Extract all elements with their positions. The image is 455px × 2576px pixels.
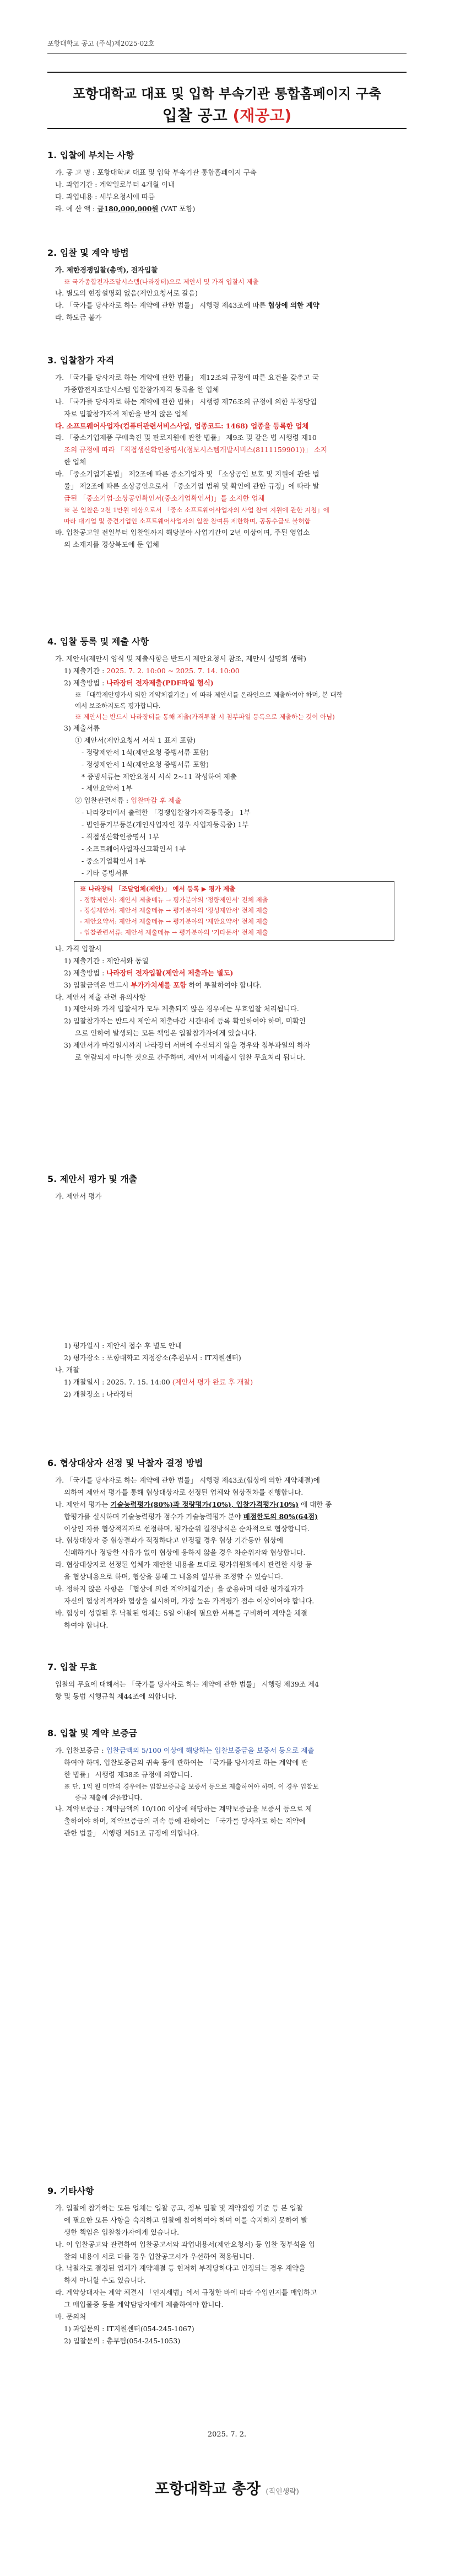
budget-label: 라. 예 산 액 : [55, 204, 95, 213]
text-span: 에 대한 종 [301, 1500, 332, 1509]
note-line: ※ 「대학제안평가서 의한 계약체결기준」에 따라 제안서를 온라인으로 제출하여야 하며, 본 대학 [75, 690, 343, 699]
item-line: 가. 제안서 평가 [55, 1192, 102, 1200]
box-line: - 제안요약서: 제안서 제출메뉴 → 평가분야의 '제안요약서' 전체 제출 [80, 917, 268, 926]
item-line [47, 1745, 411, 1757]
list-item: - 직접생산확인증명서 1부 [82, 832, 159, 841]
list-item: - 법인등기부등본(개인사업자인 경우 사업자등록증) 1부 [82, 820, 249, 829]
text-span: 합평가를 실시하며 기술능력평가 점수가 기술능력평가 분야 [64, 1512, 241, 1521]
item-line: 을 협상내용으로 하며, 협상을 통해 그 내용의 일부를 조정할 수 있습니다. [64, 1573, 283, 1581]
item-line: 한 업체 [64, 458, 86, 466]
item-line: 바. 협상이 성립된 후 낙찰된 업체는 5일 이내에 필요한 서류를 구비하여 계약을 체결 [55, 1608, 308, 1617]
item-line: 입찰의 무효에 대해서는 「국가를 당사자로 하는 계약에 관한 법률」 시행령 제39조 제4 [55, 1680, 319, 1688]
item-line: 하여야 합니다. [64, 1620, 109, 1629]
item-line: 자로 입찰참가자격 제한을 받지 않은 업체 [64, 409, 188, 418]
section-heading: 4. 입찰 등록 및 제출 사항 [47, 636, 149, 647]
text-span: 하여 투찰하여야 합니다. [188, 980, 262, 989]
item-line [47, 1499, 411, 1511]
item-line: 다. 소프트웨어사업자(컴퓨터관련서비스사업, 업종코드: 1468) 업종을 등록한 업체 [55, 421, 309, 430]
item-line: 자신의 협상적격자와 협상을 실시하며, 가장 높은 가격평가 점수 이상이어야 합니다. [64, 1596, 315, 1605]
item-line: 한 법률」 시행령 제38조 규정에 의합니다. [64, 1770, 193, 1779]
item-line: 1) 제안서와 가격 입찰서가 모두 제출되지 않은 경우에는 무효입찰 처리됩니다. [64, 1005, 299, 1013]
emphasis-text: 기술능력평가(80%)과 정량평가(10%), 입찰가격평가(10%) [110, 1500, 299, 1509]
item-line [47, 979, 411, 991]
item-line: 급된 「중소기업·소상공인확인서(중소기업확인서)」를 소지한 업체 [64, 493, 265, 502]
item-line: 다. 제안서 제출 관련 유의사항 [55, 992, 146, 1001]
item-line [47, 665, 411, 677]
section-heading: 3. 입찰참가 자격 [47, 355, 115, 366]
contact-line: 2) 입찰문의 : 총무팀(054-245-1053) [64, 2336, 181, 2345]
note-line: 에서 보조하지도록 평가합니다. [75, 701, 161, 710]
item-line: 다. 과업내용 : 세부요청서에 따름 [55, 192, 155, 201]
section-1 [47, 148, 411, 215]
item-line: 그 매입물증 등을 계약담당자에게 제출하여야 합니다. [64, 2300, 224, 2309]
item-line [47, 795, 411, 807]
text-span: 2) 제출방법 : [64, 678, 105, 687]
item-line: 의 소재지를 경상북도에 둔 업체 [64, 540, 159, 549]
item-line: 하지 아니할 수도 있습니다. [64, 2276, 146, 2285]
item-line: 가. 제안서(제안서 양식 및 제출사항은 반드시 제안요청서 참조, 제안서 설명회 생략) [55, 654, 306, 663]
item-line: 나. 개찰 [55, 1365, 80, 1374]
submission-period: 2025. 7. 2. 10:00 ~ 2025. 7. 14. 10:00 [106, 666, 240, 675]
title-bottom-rule [47, 128, 407, 129]
item-line: 하여야 하며, 입찰보증금의 귀속 등에 관하여는 「국가를 당사자로 하는 계약에 관 [64, 1758, 308, 1767]
notice-title: 포항대학교 대표 및 입학 부속기관 통합홈페이지 구축 [72, 86, 382, 101]
section-3 [47, 353, 411, 551]
item-line: 가. 입찰에 참가하는 모든 업체는 입찰 공고, 정부 입찰 및 계약집행 기준 등 본 입찰 [55, 2204, 303, 2212]
header-divider [47, 53, 407, 54]
text-span: 1) 제출기간 : [64, 666, 105, 675]
item-line: 나. 가격 입찰서 [55, 944, 102, 953]
item-line: 관한 법률」 시행령 제51조 규정에 의합니다. [64, 1828, 199, 1837]
text-span: ② 입찰관련서류 : [75, 796, 129, 805]
re-notice-badge: (재공고) [232, 106, 292, 125]
item-line: 항 및 동법 시행규칙 제44조에 의합니다. [55, 1692, 177, 1700]
item-line: 라. 계약상대자는 계약 체결시 「인지세법」에서 규정한 바에 따라 수입인지를 매입하고 [55, 2288, 317, 2297]
list-item: - 소프트웨어사업자신고확인서 1부 [82, 844, 186, 853]
text-span: 1) 개찰일시 : 2025. 7. 15. 14:00 [64, 1377, 170, 1386]
item-line: 이상인 자를 협상적격자로 선정하며, 평가순위 결정방식은 순차적으로 협상합니다. [64, 1524, 310, 1533]
section-5 [47, 1172, 411, 1203]
note-line: 증금 제출에 갈음합니다. [75, 1793, 143, 1801]
emphasis-text: 입찰마감 후 제출 [131, 796, 182, 805]
notice-date: 2025. 7. 2. [207, 2430, 247, 2439]
section-6 [47, 1456, 411, 1631]
item-line: 1) 평가일시 : 제안서 접수 후 별도 안내 [64, 1341, 182, 1350]
section-heading: 8. 입찰 및 계약 보증금 [47, 1728, 138, 1738]
item-line: 실패하거나 정당한 사유가 없이 협상에 응하지 않을 경우 차순위자와 협상합니다. [64, 1548, 306, 1557]
list-item: - 중소기업확인서 1부 [82, 856, 146, 865]
text-span: 3) 입찰금액은 반드시 [64, 980, 129, 989]
budget-line [47, 203, 411, 215]
text-span: 2) 제출방법 : [64, 968, 105, 977]
note-line: ※ 단, 1억 원 미만의 경우에는 입찰보증금을 보증서 등으로 제출하여야 하며, 이 경우 입찰보 [64, 1782, 319, 1790]
item-line: 마. 「중소기업기본법」 제2조에 따른 중소기업자 및 「소상공인 보호 및 지원에 관한 법 [55, 470, 319, 478]
item-line [47, 1511, 411, 1523]
section-9 [47, 2183, 411, 2347]
list-item: - 정량제안서 1식(제안요청 증빙서류 포함) [82, 748, 209, 756]
list-item: - 제안요약서 1부 [82, 784, 133, 793]
item-line: 률」 제2조에 따른 소상공인으로서 「중소기업 범위 및 확인에 관한 규정」에 따라 발 [64, 481, 319, 490]
note-line: ※ 국가종합전자조달시스템(나라장터)으로 제안서 및 가격 입찰서 제출 [64, 277, 259, 286]
item-line: 생한 책임은 입찰참가자에게 있습니다. [64, 2228, 180, 2236]
section-heading: 7. 입찰 무효 [47, 1662, 98, 1672]
emphasis-text: (제안서 평가 완료 후 개찰) [172, 1377, 253, 1386]
box-line: - 정성제안서: 제안서 제출메뉴 → 평가분야의 '정성제안서' 전체 제출 [80, 906, 268, 915]
submission-method: 나라장터 전자제출(PDF파일 형식) [106, 678, 214, 687]
contact-line: 1) 과업문의 : IT지원센터(054-245-1067) [64, 2324, 194, 2333]
item-line: 출하여야 하며, 계약보증금의 귀속 등에 관하여는 「국가를 당사자로 하는 계약에 [64, 1816, 306, 1825]
item-line: 3) 제출서류 [64, 724, 100, 732]
text-span: 나. 제안서 평가는 [55, 1500, 109, 1509]
item-line: 가. 공 고 명 : 포항대학교 대표 및 입학 부속기관 통합홈페이지 구축 [55, 168, 257, 176]
item-line: 가. 「국가를 당사자로 하는 계약에 관한 법률」 제12조의 규정에 따른 요건을 갖추고 국 [55, 373, 319, 382]
item-line: 가. 제한경쟁입찰(총액), 전자입찰 [55, 266, 158, 274]
emphasis-text: 부가가치세를 포함 [131, 980, 187, 989]
item-line: 바. 입찰공고일 전일부터 입찰일까지 해당분야 사업기간이 2년 이상이며, 주된 영업소 [55, 528, 310, 536]
title-top-rule [47, 72, 407, 73]
item-line: 3) 제안서가 마감일시까지 나라장터 서버에 수신되지 않을 경우와 첨부파일의 하자 [64, 1041, 311, 1050]
item-line [47, 967, 411, 979]
item-line: 조의 규정에 따라 「직접생산확인증명서(정보시스템개발서비스(8111159901))」 소지 [64, 446, 328, 454]
item-line: 다. 협상대상자 중 협상결과가 적정하다고 인정될 경우 협상 기간동안 협상에 [55, 1536, 284, 1545]
list-item: - 기타 증빙서류 [82, 868, 128, 877]
item-line: 의하여 제안서 평가를 통해 협상대상자로 선정된 업체와 협상절차를 진행합니다. [64, 1488, 304, 1496]
item-line: 나. 과업기간 : 계약일로부터 4개월 이내 [55, 180, 175, 189]
notice-subtitle-main: 입찰 공고 [162, 106, 228, 125]
emphasis-text: 배점한도의 80%(64점) [243, 1512, 318, 1521]
budget-value: 금180,000,000원 [97, 204, 159, 213]
item-line: ① 제안서(제안요청서 서식 1 표지 포함) [75, 736, 196, 744]
item-line: 가. 「국가를 당사자로 하는 계약에 관한 법률」 시행령 제43조(협상에 의한 계약체결)에 [55, 1476, 320, 1484]
emphasis-text: 협상에 의한 계약 [268, 300, 319, 309]
note-line: ※ 본 입찰은 2천 1만원 이상으로서 「중소 소프트웨어사업자의 사업 참여 지원에 관한 지침」에 [64, 506, 329, 514]
list-item: * 증빙서류는 제안요청서 서식 2~11 작성하여 제출 [82, 772, 237, 781]
item-line: 2) 평가장소 : 포항대학교 지정장소(추천부서 : IT지원센터) [64, 1353, 241, 1362]
signature-name: 포항대학교 총장 [155, 2481, 261, 2498]
item-line: 로 열람되지 아니한 것으로 간주하며, 제안서 미제출시 입찰 무효처리 됩니다. [75, 1053, 306, 1061]
item-line: 라. 하도급 불가 [55, 313, 102, 321]
list-item: - 정성제안서 1식(제안요청 증빙서류 포함) [82, 760, 209, 769]
section-8 [47, 1726, 411, 1839]
section-heading: 9. 기타사항 [47, 2186, 94, 2196]
item-line [47, 299, 411, 312]
signature [47, 2477, 407, 2498]
note-line: 따라 대기업 및 중견기업인 소프트웨어사업자의 입찰 참여를 제한하며, 공동수급도 불허함 [64, 517, 311, 525]
notice-number: 포항대학교 공고 (주식)제2025-02호 [47, 40, 155, 47]
item-line: 으로 인하여 발생되는 모든 책임은 입찰참가자에게 있습니다. [75, 1029, 257, 1038]
item-line: 가종합전자조달시스템 입찰참가자격 등록을 한 업체 [64, 385, 219, 394]
section-4 [47, 634, 411, 1064]
text-span: 가. 입찰보증금 : [55, 1746, 104, 1754]
item-line: 나. 계약보증금 : 계약금액의 10/100 이상에 해당하는 계약보증금을 보증서 등으로 제 [55, 1804, 312, 1813]
notice-subtitle [47, 104, 407, 126]
item-line [47, 677, 411, 689]
item-line: 다. 낙찰자로 결정된 업체가 계약체결 등 현저히 부적당하다고 인정되는 경우 계약을 [55, 2264, 306, 2273]
budget-suffix: (VAT 포함) [160, 204, 196, 213]
item-line: 라. 협상대상자로 선정된 업체가 제안한 내용을 토대로 평가위원회에서 관련한 사항 등 [55, 1560, 312, 1569]
item-line: 2) 입찰참가자는 반드시 제안서 제출마감 시간내에 등록 확인하여야 하며, 미확인 [64, 1017, 306, 1026]
box-title: ※ 나라장터 「조달업체(제안)」 에서 등록 ▶ 평가 제출 [80, 885, 236, 893]
section-heading: 1. 입찰에 부치는 사항 [47, 150, 134, 160]
text-span: 다. 「국가를 당사자로 하는 계약에 관한 법률」 시행령 제43조에 따른 [55, 300, 266, 309]
section-heading: 5. 제안서 평가 및 개출 [47, 1174, 138, 1184]
section-2 [47, 245, 411, 324]
item-line: 1) 제출기간 : 제안서와 동일 [64, 956, 149, 965]
section-heading: 6. 협상대상자 선정 및 낙찰자 결정 방법 [47, 1458, 203, 1468]
item-line: 나. 별도의 현장설명회 없음(제안요청서로 갈음) [55, 289, 198, 297]
item-line: 2) 개찰장소 : 나라장터 [64, 1389, 133, 1398]
item-line [47, 1376, 411, 1388]
box-line: - 입찰관련서류: 제안서 제출메뉴 → 평가분야의 '기타문서' 전체 제출 [80, 928, 268, 936]
submission-guide-box [74, 881, 394, 941]
item-line: 나. 이 입찰공고와 관련하여 입찰공고서와 과업내용서(제안요청서) 등 입찰 정부석을 입 [55, 2240, 316, 2248]
section-7 [47, 1660, 411, 1703]
item-line: 나. 「국가를 당사자로 하는 계약에 관한 법률」 시행령 제76조의 규정에 의한 부정당업 [55, 397, 317, 406]
emphasis-text: 입찰금액의 5/100 이상에 해당하는 입찰보증금을 보증서 등으로 제출 [106, 1746, 315, 1754]
box-line: - 정량제안서: 제안서 제출메뉴 → 평가분야의 '정량제안서' 전체 제출 [80, 895, 268, 904]
list-item: - 나라장터에서 출력한 「경쟁입찰참가자격등록증」 1부 [82, 808, 251, 817]
item-line: 에 필요한 모든 사항을 숙지하고 입찰에 참여하여야 하며 이를 숙지하지 못하여 발 [64, 2215, 308, 2224]
note-line: ※ 제안서는 반드시 나라장터를 통해 제출(가격투찰 시 첨부파일 등록으로 제출하는 것이 아님) [75, 712, 335, 721]
section-heading: 2. 입찰 및 계약 방법 [47, 248, 129, 258]
item-line: 찰의 내용이 서로 다를 경우 입찰공고서가 우선하여 적용됩니다. [64, 2252, 254, 2261]
section-5-details [47, 1340, 411, 1400]
seal-omitted: (직인생략) [266, 2488, 299, 2496]
emphasis-text: 나라장터 전자입찰(제안서 제출과는 별도) [106, 968, 234, 977]
item-line: 마. 문의처 [55, 2312, 86, 2321]
item-line: 라. 「중소기업제품 구매촉진 및 판로지원에 관한 법률」 제9조 및 같은 법 시행령 제10 [55, 433, 317, 442]
item-line: 마. 정하지 않은 사항은 「협상에 의한 계약체결기준」을 준용하며 대한 평가결과가 [55, 1584, 304, 1593]
